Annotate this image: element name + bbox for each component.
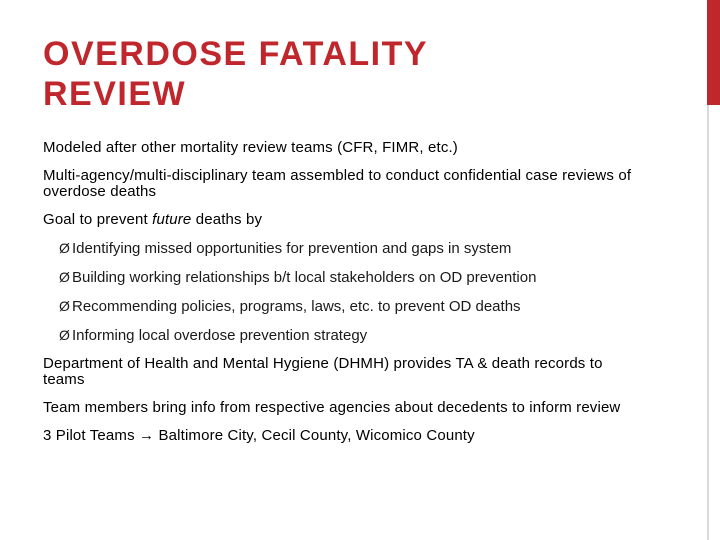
accent-bar: [707, 0, 720, 540]
arrow-bullet-icon: Ø: [59, 298, 70, 314]
sub-item: [59, 269, 643, 286]
accent-bar-red: [707, 0, 720, 105]
paragraph-team-members: Team members bring info from respective agencies about decedents to inform review: [43, 399, 621, 416]
slide-title-line2: REVIEW: [43, 75, 187, 113]
goal-text-emphasis: future: [152, 211, 192, 228]
sub-item-text: Identifying missed opportunities for prevention and gaps in system: [72, 240, 512, 257]
goal-text-after: deaths by: [191, 211, 263, 228]
sub-item-text: Recommending policies, programs, laws, etc. to prevent OD deaths: [72, 298, 521, 315]
sub-item-text: Building working relationships b/t local stakeholders on OD prevention: [72, 269, 537, 286]
paragraph-modeled: Modeled after other mortality review teams (CFR, FIMR, etc.): [43, 139, 458, 156]
paragraph-team: Multi-agency/multi-disciplinary team assembled to conduct confidential case reviews of overdose deaths: [43, 167, 632, 200]
sub-item: [59, 327, 643, 344]
sub-item: [59, 240, 643, 257]
accent-bar-line: [707, 105, 709, 540]
arrow-bullet-icon: Ø: [59, 240, 70, 256]
slide-title: [43, 34, 683, 114]
arrow-bullet-icon: Ø: [59, 269, 70, 285]
goal-text-before: Goal to prevent: [43, 211, 153, 228]
arrow-bullet-icon: Ø: [59, 327, 70, 343]
slide-content: [43, 140, 643, 456]
slide-title-line1: OVERDOSE FATALITY: [43, 35, 429, 73]
sub-item: [59, 298, 643, 315]
paragraph-dhmh: Department of Health and Mental Hygiene (DHMH) provides TA & death records to teams: [43, 355, 603, 388]
paragraph-pilot-teams: 3 Pilot Teams → Baltimore City, Cecil County, Wicomico County: [43, 427, 475, 444]
paragraph-goal: [43, 212, 643, 228]
sub-item-text: Informing local overdose prevention strategy: [72, 327, 368, 344]
